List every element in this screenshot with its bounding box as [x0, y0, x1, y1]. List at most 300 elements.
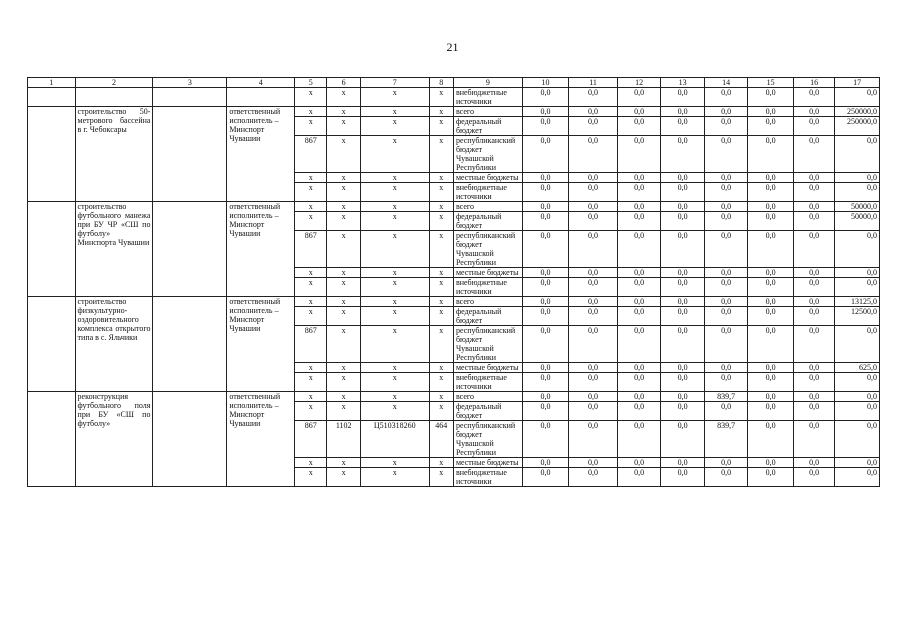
- amount-cell: 250000,0: [835, 107, 880, 117]
- code-cell: х: [429, 392, 453, 402]
- amount-cell: 0,0: [704, 326, 748, 363]
- code-cell: х: [327, 183, 360, 202]
- amount-cell: 0,0: [617, 278, 661, 297]
- column-number-cell: 3: [153, 78, 227, 88]
- amount-cell: 0,0: [661, 421, 705, 458]
- amount-cell: 0,0: [522, 297, 569, 307]
- amount-cell: 0,0: [704, 278, 748, 297]
- amount-cell: 0,0: [704, 458, 748, 468]
- code-cell: х: [327, 297, 360, 307]
- code-cell: х: [429, 326, 453, 363]
- amount-cell: 0,0: [748, 136, 794, 173]
- amount-cell: 0,0: [748, 173, 794, 183]
- code-cell: х: [429, 278, 453, 297]
- amount-cell: 0,0: [569, 402, 618, 421]
- code-cell: х: [360, 468, 429, 487]
- code-cell: 867: [295, 136, 327, 173]
- amount-cell: 0,0: [704, 136, 748, 173]
- code-cell: х: [295, 458, 327, 468]
- empty-cell: [28, 392, 76, 487]
- code-cell: 867: [295, 326, 327, 363]
- amount-cell: 0,0: [617, 212, 661, 231]
- amount-cell: 839,7: [704, 392, 748, 402]
- funding-source-cell: внебюджетные источники: [453, 278, 522, 297]
- code-cell: х: [360, 297, 429, 307]
- amount-cell: 0,0: [661, 183, 705, 202]
- funding-source-cell: федеральный бюджет: [453, 117, 522, 136]
- amount-cell: 0,0: [661, 173, 705, 183]
- code-cell: х: [295, 307, 327, 326]
- amount-cell: 0,0: [793, 117, 834, 136]
- amount-cell: 0,0: [661, 458, 705, 468]
- amount-cell: 0,0: [617, 297, 661, 307]
- code-cell: х: [295, 183, 327, 202]
- empty-cell: [153, 88, 227, 107]
- amount-cell: 0,0: [617, 88, 661, 107]
- amount-cell: 0,0: [522, 278, 569, 297]
- funding-source-cell: местные бюджеты: [453, 363, 522, 373]
- amount-cell: 0,0: [522, 88, 569, 107]
- code-cell: х: [429, 88, 453, 107]
- code-cell: х: [360, 392, 429, 402]
- code-cell: х: [360, 231, 429, 268]
- amount-cell: 839,7: [704, 421, 748, 458]
- amount-cell: 0,0: [793, 468, 834, 487]
- code-cell: х: [295, 212, 327, 231]
- code-cell: х: [360, 136, 429, 173]
- amount-cell: 0,0: [617, 458, 661, 468]
- amount-cell: 0,0: [835, 402, 880, 421]
- amount-cell: 12500,0: [835, 307, 880, 326]
- amount-cell: 0,0: [793, 183, 834, 202]
- amount-cell: 0,0: [617, 202, 661, 212]
- amount-cell: 0,0: [793, 268, 834, 278]
- code-cell: х: [295, 468, 327, 487]
- amount-cell: 0,0: [748, 458, 794, 468]
- funding-source-cell: республиканский бюджет Чувашской Республики: [453, 326, 522, 363]
- column-number-cell: 17: [835, 78, 880, 88]
- amount-cell: 0,0: [661, 117, 705, 136]
- code-cell: х: [429, 136, 453, 173]
- code-cell: х: [429, 458, 453, 468]
- amount-cell: 0,0: [835, 136, 880, 173]
- amount-cell: 0,0: [522, 392, 569, 402]
- amount-cell: 0,0: [793, 363, 834, 373]
- code-cell: х: [429, 402, 453, 421]
- funding-source-cell: местные бюджеты: [453, 173, 522, 183]
- funding-source-cell: местные бюджеты: [453, 458, 522, 468]
- code-cell: х: [429, 363, 453, 373]
- amount-cell: 0,0: [617, 421, 661, 458]
- empty-cell: [153, 297, 227, 392]
- amount-cell: 0,0: [704, 107, 748, 117]
- empty-cell: [28, 88, 76, 107]
- column-number-cell: 4: [227, 78, 295, 88]
- code-cell: х: [360, 402, 429, 421]
- amount-cell: 0,0: [793, 297, 834, 307]
- amount-cell: 0,0: [748, 421, 794, 458]
- code-cell: х: [360, 183, 429, 202]
- amount-cell: 0,0: [522, 136, 569, 173]
- amount-cell: 0,0: [522, 373, 569, 392]
- amount-cell: 0,0: [522, 421, 569, 458]
- amount-cell: 0,0: [661, 268, 705, 278]
- code-cell: х: [429, 307, 453, 326]
- code-cell: х: [327, 88, 360, 107]
- funding-source-cell: внебюджетные источники: [453, 183, 522, 202]
- amount-cell: 0,0: [704, 307, 748, 326]
- amount-cell: 0,0: [835, 173, 880, 183]
- table-row: [28, 107, 880, 117]
- amount-cell: 0,0: [793, 307, 834, 326]
- amount-cell: 0,0: [748, 231, 794, 268]
- amount-cell: 0,0: [661, 212, 705, 231]
- amount-cell: 625,0: [835, 363, 880, 373]
- code-cell: х: [360, 373, 429, 392]
- executor-cell: ответственный исполнитель – Минспорт Чувашии: [227, 107, 295, 202]
- empty-cell: [227, 88, 295, 107]
- code-cell: х: [327, 231, 360, 268]
- amount-cell: 0,0: [617, 117, 661, 136]
- code-cell: х: [327, 326, 360, 363]
- column-number-cell: 1: [28, 78, 76, 88]
- amount-cell: 0,0: [569, 307, 618, 326]
- code-cell: х: [360, 88, 429, 107]
- amount-cell: 0,0: [569, 278, 618, 297]
- amount-cell: 0,0: [522, 458, 569, 468]
- code-cell: х: [429, 373, 453, 392]
- amount-cell: 0,0: [661, 88, 705, 107]
- amount-cell: 0,0: [748, 326, 794, 363]
- budget-table: [27, 77, 880, 487]
- amount-cell: 0,0: [617, 363, 661, 373]
- amount-cell: 0,0: [617, 231, 661, 268]
- funding-source-cell: всего: [453, 107, 522, 117]
- amount-cell: 0,0: [704, 297, 748, 307]
- funding-source-cell: федеральный бюджет: [453, 212, 522, 231]
- amount-cell: 0,0: [793, 278, 834, 297]
- object-name-cell: строительство физкультурно-оздоровительного комплекса открытого типа в с. Яльчики: [75, 297, 153, 392]
- amount-cell: 0,0: [522, 173, 569, 183]
- amount-cell: 0,0: [617, 307, 661, 326]
- code-cell: х: [295, 107, 327, 117]
- amount-cell: 0,0: [704, 363, 748, 373]
- amount-cell: 0,0: [617, 107, 661, 117]
- amount-cell: 0,0: [661, 326, 705, 363]
- amount-cell: 0,0: [569, 183, 618, 202]
- code-cell: х: [327, 363, 360, 373]
- amount-cell: 0,0: [617, 373, 661, 392]
- column-number-cell: 2: [75, 78, 153, 88]
- empty-cell: [28, 107, 76, 202]
- amount-cell: 50000,0: [835, 202, 880, 212]
- amount-cell: 0,0: [748, 117, 794, 136]
- amount-cell: 0,0: [835, 231, 880, 268]
- code-cell: х: [327, 468, 360, 487]
- amount-cell: 0,0: [704, 88, 748, 107]
- amount-cell: 0,0: [617, 136, 661, 173]
- amount-cell: 0,0: [617, 392, 661, 402]
- code-cell: х: [295, 88, 327, 107]
- funding-source-cell: всего: [453, 392, 522, 402]
- amount-cell: 0,0: [661, 363, 705, 373]
- amount-cell: 0,0: [793, 458, 834, 468]
- amount-cell: 0,0: [661, 297, 705, 307]
- amount-cell: 0,0: [748, 402, 794, 421]
- amount-cell: 0,0: [835, 183, 880, 202]
- code-cell: х: [429, 231, 453, 268]
- amount-cell: 0,0: [617, 173, 661, 183]
- code-cell: х: [429, 297, 453, 307]
- amount-cell: 0,0: [661, 278, 705, 297]
- code-cell: х: [327, 458, 360, 468]
- amount-cell: 0,0: [704, 468, 748, 487]
- column-number-cell: 6: [327, 78, 360, 88]
- amount-cell: 0,0: [748, 278, 794, 297]
- amount-cell: 0,0: [835, 88, 880, 107]
- amount-cell: 0,0: [748, 363, 794, 373]
- amount-cell: 0,0: [522, 231, 569, 268]
- code-cell: х: [327, 373, 360, 392]
- empty-cell: [75, 88, 153, 107]
- amount-cell: 0,0: [793, 212, 834, 231]
- column-number-cell: 8: [429, 78, 453, 88]
- code-cell: х: [327, 402, 360, 421]
- code-cell: х: [360, 202, 429, 212]
- amount-cell: 0,0: [704, 212, 748, 231]
- amount-cell: 0,0: [522, 107, 569, 117]
- amount-cell: 0,0: [704, 402, 748, 421]
- amount-cell: 50000,0: [835, 212, 880, 231]
- column-number-cell: 16: [793, 78, 834, 88]
- column-number-cell: 10: [522, 78, 569, 88]
- code-cell: х: [429, 107, 453, 117]
- amount-cell: 0,0: [748, 183, 794, 202]
- code-cell: х: [327, 107, 360, 117]
- executor-cell: ответственный исполнитель – Минспорт Чувашии: [227, 202, 295, 297]
- amount-cell: 0,0: [793, 88, 834, 107]
- code-cell: х: [327, 392, 360, 402]
- amount-cell: 0,0: [569, 107, 618, 117]
- object-name-cell: строительство футбольного манежа при БУ ЧР «СШ по футболу» Минспорта Чувашии: [75, 202, 153, 297]
- amount-cell: 0,0: [522, 268, 569, 278]
- column-number-cell: 11: [569, 78, 618, 88]
- amount-cell: 0,0: [835, 458, 880, 468]
- amount-cell: 0,0: [569, 88, 618, 107]
- amount-cell: 0,0: [617, 468, 661, 487]
- amount-cell: 0,0: [569, 231, 618, 268]
- amount-cell: 0,0: [748, 468, 794, 487]
- page-number: 21: [446, 40, 459, 54]
- amount-cell: 0,0: [569, 136, 618, 173]
- code-cell: х: [295, 297, 327, 307]
- funding-source-cell: местные бюджеты: [453, 268, 522, 278]
- amount-cell: 0,0: [569, 212, 618, 231]
- amount-cell: 0,0: [522, 326, 569, 363]
- amount-cell: 0,0: [835, 421, 880, 458]
- code-cell: х: [429, 173, 453, 183]
- code-cell: х: [360, 326, 429, 363]
- column-number-cell: 9: [453, 78, 522, 88]
- amount-cell: 0,0: [748, 202, 794, 212]
- amount-cell: 0,0: [793, 231, 834, 268]
- code-cell: х: [327, 307, 360, 326]
- funding-source-cell: всего: [453, 202, 522, 212]
- code-cell: х: [360, 212, 429, 231]
- amount-cell: 0,0: [793, 173, 834, 183]
- amount-cell: 0,0: [793, 392, 834, 402]
- code-cell: х: [429, 117, 453, 136]
- column-number-row: [28, 78, 880, 88]
- code-cell: х: [295, 173, 327, 183]
- code-cell: х: [295, 392, 327, 402]
- code-cell: х: [360, 107, 429, 117]
- code-cell: х: [360, 117, 429, 136]
- amount-cell: 0,0: [522, 363, 569, 373]
- code-cell: х: [327, 173, 360, 183]
- amount-cell: 0,0: [704, 117, 748, 136]
- column-number-cell: 12: [617, 78, 661, 88]
- funding-source-cell: республиканский бюджет Чувашской Республики: [453, 231, 522, 268]
- amount-cell: 13125,0: [835, 297, 880, 307]
- amount-cell: 0,0: [748, 297, 794, 307]
- code-cell: х: [327, 268, 360, 278]
- amount-cell: 0,0: [661, 202, 705, 212]
- amount-cell: 0,0: [569, 421, 618, 458]
- amount-cell: 0,0: [835, 373, 880, 392]
- amount-cell: 0,0: [835, 468, 880, 487]
- amount-cell: 0,0: [661, 231, 705, 268]
- object-name-cell: реконструкция футбольного поля при БУ «СШ по футболу»: [75, 392, 153, 487]
- code-cell: х: [295, 117, 327, 136]
- amount-cell: 0,0: [522, 402, 569, 421]
- amount-cell: 0,0: [569, 117, 618, 136]
- amount-cell: 0,0: [522, 468, 569, 487]
- amount-cell: 0,0: [569, 297, 618, 307]
- code-cell: х: [327, 202, 360, 212]
- amount-cell: 0,0: [661, 402, 705, 421]
- code-cell: х: [360, 363, 429, 373]
- code-cell: 1102: [327, 421, 360, 458]
- code-cell: х: [360, 307, 429, 326]
- code-cell: х: [429, 212, 453, 231]
- code-cell: х: [295, 202, 327, 212]
- code-cell: х: [429, 183, 453, 202]
- amount-cell: 0,0: [748, 107, 794, 117]
- amount-cell: 0,0: [522, 117, 569, 136]
- column-number-cell: 14: [704, 78, 748, 88]
- column-number-cell: 15: [748, 78, 794, 88]
- amount-cell: 0,0: [748, 212, 794, 231]
- funding-source-cell: всего: [453, 297, 522, 307]
- funding-source-cell: республиканский бюджет Чувашской Республики: [453, 136, 522, 173]
- amount-cell: 0,0: [704, 373, 748, 392]
- code-cell: х: [327, 117, 360, 136]
- amount-cell: 0,0: [522, 183, 569, 202]
- empty-cell: [153, 202, 227, 297]
- code-cell: х: [295, 268, 327, 278]
- amount-cell: 0,0: [661, 307, 705, 326]
- amount-cell: 0,0: [793, 136, 834, 173]
- executor-cell: ответственный исполнитель – Минспорт Чувашии: [227, 392, 295, 487]
- amount-cell: 0,0: [661, 373, 705, 392]
- amount-cell: 0,0: [569, 173, 618, 183]
- amount-cell: 0,0: [569, 392, 618, 402]
- amount-cell: 0,0: [704, 173, 748, 183]
- amount-cell: 0,0: [617, 326, 661, 363]
- column-number-cell: 5: [295, 78, 327, 88]
- funding-source-cell: республиканский бюджет Чувашской Республики: [453, 421, 522, 458]
- code-cell: х: [295, 402, 327, 421]
- amount-cell: 0,0: [522, 307, 569, 326]
- amount-cell: 0,0: [617, 268, 661, 278]
- funding-source-cell: внебюджетные источники: [453, 373, 522, 392]
- code-cell: х: [327, 278, 360, 297]
- amount-cell: 0,0: [835, 268, 880, 278]
- amount-cell: 0,0: [748, 392, 794, 402]
- amount-cell: 0,0: [748, 88, 794, 107]
- code-cell: х: [429, 202, 453, 212]
- funding-source-cell: внебюджетные источники: [453, 468, 522, 487]
- amount-cell: 0,0: [569, 326, 618, 363]
- amount-cell: 0,0: [793, 402, 834, 421]
- code-cell: х: [327, 212, 360, 231]
- code-cell: 867: [295, 231, 327, 268]
- object-name-cell: строительство 50-метрового бассейна в г. Чебоксары: [75, 107, 153, 202]
- amount-cell: 0,0: [835, 392, 880, 402]
- table-row: [28, 88, 880, 107]
- amount-cell: 250000,0: [835, 117, 880, 136]
- amount-cell: 0,0: [793, 326, 834, 363]
- funding-source-cell: внебюджетные источники: [453, 88, 522, 107]
- amount-cell: 0,0: [617, 402, 661, 421]
- table-row: [28, 202, 880, 212]
- amount-cell: 0,0: [661, 136, 705, 173]
- amount-cell: 0,0: [793, 373, 834, 392]
- amount-cell: 0,0: [793, 421, 834, 458]
- empty-cell: [153, 392, 227, 487]
- amount-cell: 0,0: [569, 458, 618, 468]
- amount-cell: 0,0: [835, 278, 880, 297]
- amount-cell: 0,0: [522, 202, 569, 212]
- amount-cell: 0,0: [704, 268, 748, 278]
- code-cell: х: [360, 268, 429, 278]
- code-cell: х: [360, 173, 429, 183]
- code-cell: х: [295, 278, 327, 297]
- table-row: [28, 297, 880, 307]
- code-cell: х: [327, 136, 360, 173]
- amount-cell: 0,0: [748, 307, 794, 326]
- code-cell: х: [360, 458, 429, 468]
- amount-cell: 0,0: [748, 373, 794, 392]
- empty-cell: [28, 202, 76, 297]
- amount-cell: 0,0: [748, 268, 794, 278]
- amount-cell: 0,0: [569, 468, 618, 487]
- code-cell: 867: [295, 421, 327, 458]
- amount-cell: 0,0: [793, 202, 834, 212]
- amount-cell: 0,0: [661, 468, 705, 487]
- empty-cell: [28, 297, 76, 392]
- amount-cell: 0,0: [704, 202, 748, 212]
- code-cell: 464: [429, 421, 453, 458]
- amount-cell: 0,0: [793, 107, 834, 117]
- amount-cell: 0,0: [522, 212, 569, 231]
- funding-source-cell: федеральный бюджет: [453, 402, 522, 421]
- amount-cell: 0,0: [835, 326, 880, 363]
- amount-cell: 0,0: [569, 373, 618, 392]
- amount-cell: 0,0: [704, 231, 748, 268]
- amount-cell: 0,0: [661, 392, 705, 402]
